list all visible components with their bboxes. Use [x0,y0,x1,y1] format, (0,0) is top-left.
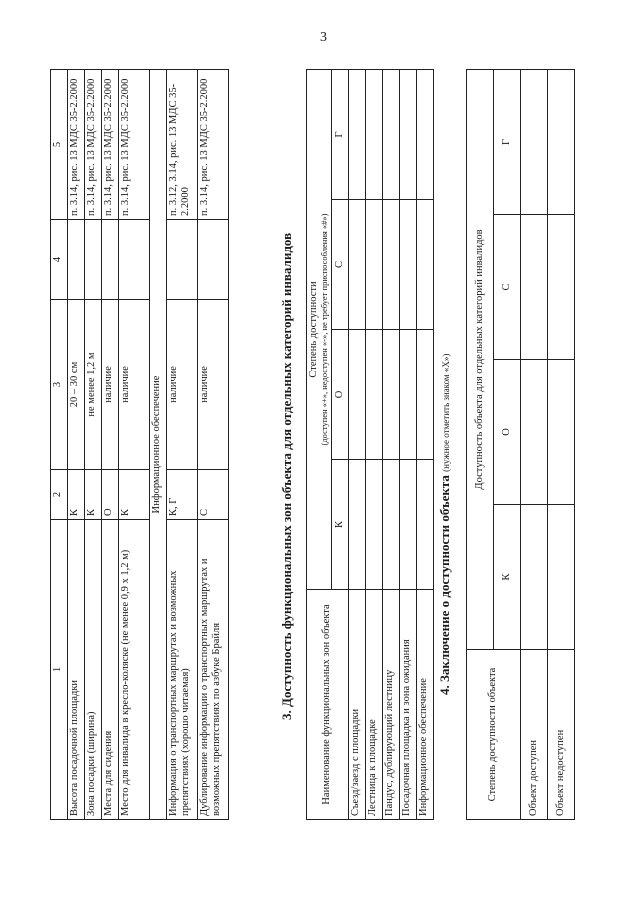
cell-o [365,330,382,460]
cell-name: Дублирование информации о транспортных маршрутах и возможных препятствиях по азбуке Брайля [198,520,229,820]
degree-title: Степень доступности [308,281,319,378]
cell-s [382,200,399,330]
cell-name: Место для инвалида в кресло-коляске (не менее 0,9 х 1,2 м) [119,520,150,820]
section4-note: (нужное отметить знаком «Х») [441,353,451,472]
degree-header [307,69,332,589]
cell-norm: наличие [119,300,150,470]
table-header-row [307,69,332,819]
table-row [521,69,548,819]
cell-k [348,460,365,590]
rotated-page-content [50,60,590,840]
cell-g [348,69,365,199]
cell-k [399,460,416,590]
conclusion-table [466,69,575,820]
section3-title: 3. Доступность функциональных зон объекта для отдельных категорий инвалидов [279,232,294,720]
cell-k [416,460,433,590]
cell-o [521,360,548,505]
category-o: О [331,330,348,460]
cell-norm: наличие [167,300,198,470]
cell-fact [102,220,119,300]
access-header: Доступность объекта для отдельных категорий инвалидов [467,69,494,649]
cell-k [365,460,382,590]
category-k: К [331,460,348,590]
cell-g [521,69,548,214]
cell-o [416,330,433,460]
zone-name: Информационное обеспечение [416,590,433,820]
table-row [102,70,119,820]
cell-g [382,69,399,199]
header-cell: 3 [51,300,68,470]
requirements-table [50,69,229,820]
cell-reference: п. 3.14, рис. 13 МДС 35-2.2000 [85,70,102,220]
category-s: С [494,215,521,360]
cell-fact [119,220,150,300]
cell-fact [85,220,102,300]
cell-k [548,505,575,650]
zone-name: Посадочная площадка и зона ожидания [399,590,416,820]
category-g: Г [331,69,348,199]
zone-name: Пандус, дублирующий лестницу [382,590,399,820]
cell-g [399,69,416,199]
cell-category: С [198,470,229,520]
row-object-accessible: Объект доступен [521,650,548,820]
table-header-row [51,70,68,820]
cell-fact [68,220,85,300]
table-row [198,70,229,820]
cell-name: Информация о транспортных маршрутах и возможных препятствиях (хорошо читаемая) [167,520,198,820]
cell-o [548,360,575,505]
cell-fact [167,220,198,300]
cell-o [348,330,365,460]
header-cell: 4 [51,220,68,300]
cell-g [548,69,575,214]
cell-category: К, Г [167,470,198,520]
category-k: К [494,505,521,650]
cell-s [548,215,575,360]
row-object-inaccessible: Объект недоступен [548,650,575,820]
cell-g [416,69,433,199]
functional-zones-table [306,69,434,820]
cell-k [521,505,548,650]
degree-note: (доступен «+», недоступен «-», не требует приспособления «#») [319,213,330,446]
category-s: С [331,200,348,330]
header-cell: 2 [51,470,68,520]
cell-k [382,460,399,590]
section4-title [438,354,453,695]
zone-name-header: Наименование функциональных зон объекта [307,590,349,820]
table-row [348,69,365,819]
table-row [382,69,399,819]
cell-reference: п. 3.14, рис. 13 МДС 35-2.2000 [102,70,119,220]
table-row [167,70,198,820]
cell-category: К [85,470,102,520]
cell-s [416,200,433,330]
cell-name: Зона посадки (ширина) [85,520,102,820]
cell-norm: наличие [198,300,229,470]
cell-category: К [119,470,150,520]
table-header-row [467,69,494,819]
cell-o [382,330,399,460]
table-row [119,70,150,820]
table-row [365,69,382,819]
zone-name: Лестница к площадке [365,590,382,820]
category-o: О [494,360,521,505]
table-row [85,70,102,820]
cell-s [521,215,548,360]
cell-s [399,200,416,330]
cell-o [399,330,416,460]
cell-norm: наличие [102,300,119,470]
table-row [399,69,416,819]
cell-reference: п. 3.12, 3.14, рис. 13 МДС 35-2.2000 [167,70,198,220]
cell-category: К [68,470,85,520]
cell-s [348,200,365,330]
cell-category: О [102,470,119,520]
page-number: 3 [320,30,327,45]
cell-reference: п. 3.14, рис. 13 МДС 35-2.2000 [119,70,150,220]
cell-name: Места для сидения [102,520,119,820]
cell-fact [198,220,229,300]
cell-s [365,200,382,330]
cell-reference: п. 3.14, рис. 13 МДС 35-2.2000 [68,70,85,220]
subheader-row [150,70,167,820]
header-cell: 5 [51,70,68,220]
cell-norm: не менее 1,2 м [85,300,102,470]
cell-reference: п. 3.14, рис. 13 МДС 35-2.2000 [198,70,229,220]
table-row [416,69,433,819]
cell-name: Высота посадочной площадки [68,520,85,820]
cell-g [365,69,382,199]
section4-title-text: 4. Заключение о доступности объекта [437,475,452,695]
table-row [68,70,85,820]
cell-norm: 20 – 30 см [68,300,85,470]
category-g: Г [494,69,521,214]
table-row [548,69,575,819]
subheader-info: Информационное обеспечение [150,70,167,820]
header-cell: 1 [51,520,68,820]
zone-name: Съезд/заезд с площадки [348,590,365,820]
degree-object-header: Степень доступности объекта [467,650,521,820]
